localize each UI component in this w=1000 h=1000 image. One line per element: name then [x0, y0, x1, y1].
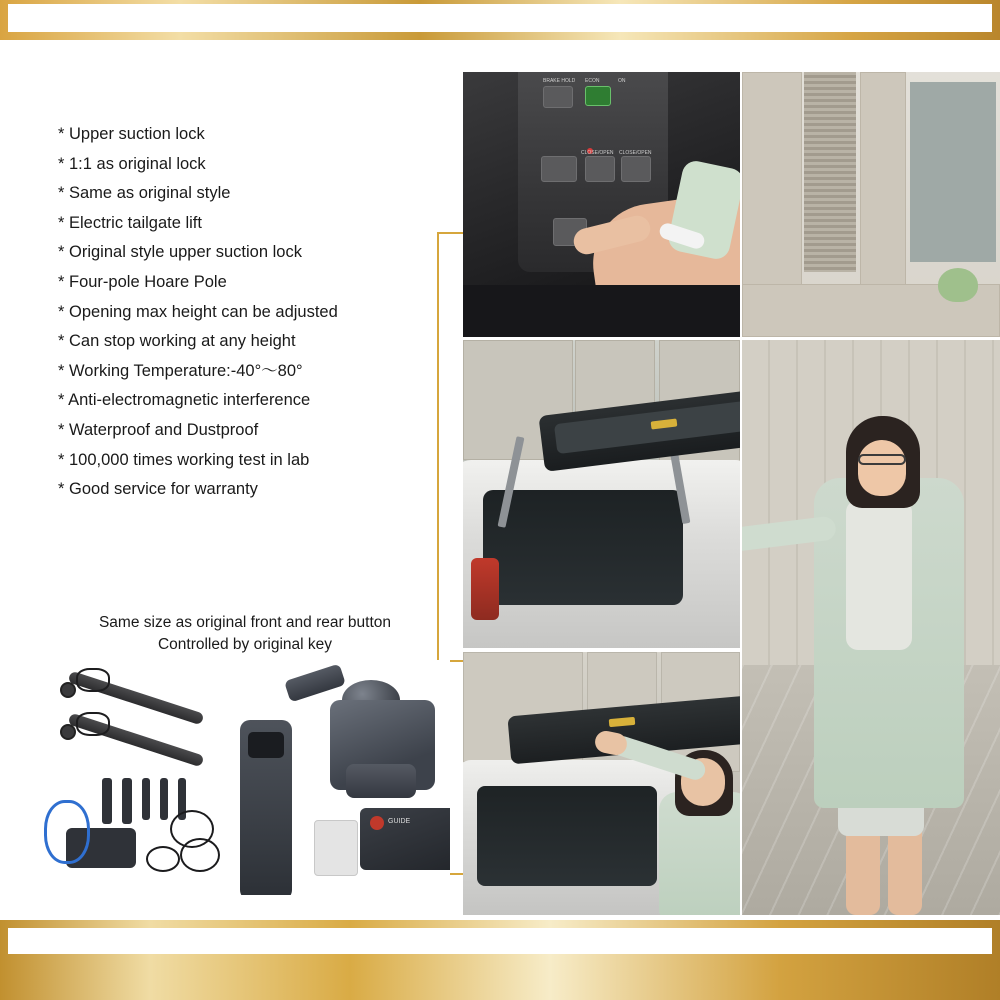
- building-louvers: [804, 72, 856, 272]
- feature-item: * Working Temperature:-40°～80°: [58, 361, 303, 380]
- strut-end-ball: [60, 724, 76, 740]
- tailgate-switch-button[interactable]: [248, 732, 284, 758]
- feature-item: * Four-pole Hoare Pole: [58, 272, 227, 291]
- vehicle-window: [477, 786, 657, 886]
- strut-cable: [76, 712, 110, 736]
- feature-item: * Anti-electromagnetic interference: [58, 391, 311, 410]
- right-slide-door-switch: [621, 156, 651, 182]
- control-module-label: GUIDE: [388, 818, 411, 825]
- parts-caption: [40, 612, 450, 656]
- brake-hold-switch: [543, 86, 573, 108]
- parking-switch: [541, 156, 577, 182]
- taillight: [471, 558, 499, 620]
- caption-line-1: Same size as original front and rear button: [98, 614, 392, 631]
- econ-switch: [585, 86, 611, 106]
- building-block: [860, 72, 906, 292]
- mounting-bracket: [142, 778, 150, 820]
- photo-building-backdrop: [742, 72, 1000, 337]
- bottom-gold-bar-inner: [8, 928, 992, 954]
- inner-top: [846, 500, 912, 650]
- lock-latch: [346, 764, 416, 798]
- photo-parts-kit: [30, 660, 450, 895]
- drive-motor: [284, 664, 346, 703]
- feature-item: * Can stop working at any height: [58, 332, 296, 351]
- feature-item: * 1:1 as original lock: [58, 154, 206, 173]
- on-label: ON: [618, 78, 626, 84]
- top-gold-bar-inner: [8, 4, 992, 32]
- feature-item: * Waterproof and Dustproof: [58, 420, 259, 439]
- top-gold-bar: [0, 0, 1000, 40]
- photo-woman-with-key: [742, 340, 1000, 915]
- car-floor: [463, 285, 740, 337]
- right-door-label: CLOSE/OPEN: [619, 150, 652, 156]
- vehicle-window: [483, 490, 683, 605]
- tree: [938, 268, 978, 302]
- feature-item: * Opening max height can be adjusted: [58, 302, 338, 321]
- feature-item: * Electric tailgate lift: [58, 213, 202, 232]
- building-glass: [910, 82, 996, 262]
- mounting-bracket: [160, 778, 168, 820]
- mounting-bracket: [122, 778, 132, 824]
- caption-line-2: Controlled by original key: [157, 636, 333, 653]
- building-block: [742, 72, 802, 312]
- photo-tailgate-open: [463, 340, 740, 648]
- feature-item: * Same as original style: [58, 184, 231, 203]
- feature-item: * Original style upper suction lock: [58, 243, 302, 262]
- gasket-plate: [314, 820, 358, 876]
- photo-hand-on-tailgate: [463, 652, 740, 915]
- feature-item: * Good service for warranty: [58, 480, 258, 499]
- mounting-bracket: [102, 778, 112, 824]
- glasses-icon: [858, 454, 906, 465]
- wiring-harness: [180, 838, 220, 872]
- feature-list: [58, 120, 458, 505]
- econ-label: ECON: [585, 78, 600, 84]
- wiring-harness: [146, 846, 180, 872]
- left-slide-door-switch: [585, 156, 615, 182]
- strut-end-ball: [60, 682, 76, 698]
- left-door-label: CLOSE/OPEN: [581, 150, 614, 156]
- feature-item: * Upper suction lock: [58, 125, 205, 143]
- strut-cable: [76, 668, 110, 692]
- brake-hold-label: BRAKE HOLD: [543, 78, 576, 84]
- photo-dashboard-button: [463, 72, 740, 337]
- face: [858, 440, 906, 496]
- brand-logo-icon: [370, 816, 384, 830]
- feature-item: * 100,000 times working test in lab: [58, 450, 310, 469]
- blue-wire-loop: [44, 800, 90, 864]
